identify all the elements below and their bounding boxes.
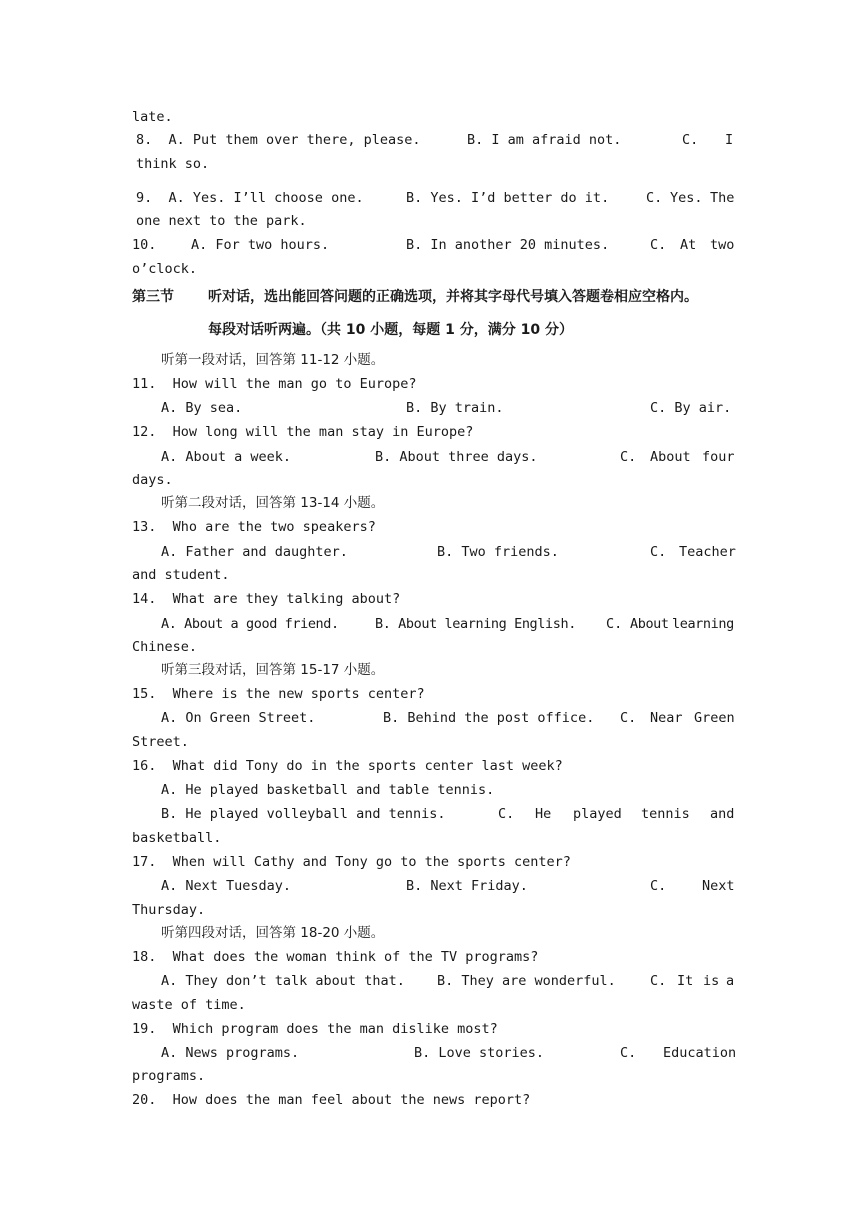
question-text: 16. What did Tony do in the sports center last week?: [132, 758, 563, 774]
option-c-text: a: [726, 973, 735, 989]
option-b: B. Behind the post office.: [383, 710, 595, 726]
wrapped-text: Thursday.: [132, 902, 206, 918]
option-c-label: C.: [682, 132, 699, 148]
question-16-options: [0, 805, 865, 823]
option-c-text: About: [650, 449, 691, 465]
option-c-label: C.: [620, 710, 637, 726]
option-c: C. By air.: [650, 400, 732, 416]
option-c-text: four: [702, 449, 735, 465]
option-c-text: Green: [694, 710, 735, 726]
option-c-label: C.: [606, 616, 623, 632]
question-text: 15. Where is the new sports center?: [132, 686, 425, 702]
question-15-options: [0, 709, 865, 727]
question-12-options: [0, 448, 865, 466]
option-b: B. By train.: [406, 400, 504, 416]
option-c-text: I: [725, 132, 734, 148]
question-text: 12. How long will the man stay in Europe?: [132, 424, 474, 440]
wrapped-text: days.: [132, 472, 173, 488]
wrapped-text: basketball.: [132, 830, 222, 846]
option-b: B. About learning English.: [375, 616, 576, 632]
wrapped-text: one next to the park.: [136, 213, 307, 229]
question-text: 18. What does the woman think of the TV programs?: [132, 949, 539, 965]
option-a: A. By sea.: [161, 400, 243, 416]
wrapped-text: Chinese.: [132, 639, 198, 655]
option-a: 8. A. Put them over there, please.: [136, 132, 421, 148]
option-c-text: He: [535, 806, 552, 822]
option-b: B. He played volleyball and tennis.: [161, 806, 446, 822]
question-11-options: [0, 399, 865, 417]
question-8-options: [0, 131, 865, 149]
option-c-text: Next: [702, 878, 735, 894]
option-a: A. News programs.: [161, 1045, 300, 1061]
option-c-text: It: [677, 973, 694, 989]
wrapped-text: Street.: [132, 734, 189, 750]
option-c-label: C.: [650, 544, 667, 560]
question-10-options: [0, 236, 865, 254]
option-c-label: C.: [620, 449, 637, 465]
option-c-label: C.: [498, 806, 515, 822]
option-c-label: C.: [650, 973, 667, 989]
option-c-text: Yes.: [670, 190, 703, 206]
section-instructions: 听对话，选出能回答问题的正确选项，并将其字母代号填入答题卷相应空格内。: [208, 289, 698, 305]
dialogue-heading: 听第一段对话，回答第 11-12 小题。: [161, 352, 385, 368]
question-9-options: [0, 189, 865, 207]
option-c-text: The: [710, 190, 735, 206]
dialogue-heading: 听第四段对话，回答第 18-20 小题。: [161, 925, 385, 941]
option-b: B. They are wonderful.: [437, 973, 616, 989]
dialogue-heading: 听第三段对话，回答第 15-17 小题。: [161, 662, 385, 678]
option-a: A. For two hours.: [191, 237, 330, 253]
option-c-text: Teacher: [679, 544, 736, 560]
option-a: A. He played basketball and table tennis.: [161, 782, 495, 798]
question-19-options: [0, 1044, 865, 1062]
question-17-options: [0, 877, 865, 895]
question-text: 11. How will the man go to Europe?: [132, 376, 417, 392]
option-c-text: At: [680, 237, 697, 253]
section-instructions: 每段对话听两遍。（共 10 小题，每题 1 分，满分 10 分）: [208, 322, 573, 338]
section-label: 第三节: [132, 289, 174, 305]
wrapped-text: late.: [132, 109, 173, 125]
question-text: 17. When will Cathy and Tony go to the sports center?: [132, 854, 571, 870]
option-c-text: two: [710, 237, 735, 253]
wrapped-text: think so.: [136, 156, 210, 172]
question-13-options: [0, 543, 865, 561]
option-b: B. Yes. I’d better do it.: [406, 190, 610, 206]
option-c-text: played: [573, 806, 622, 822]
question-text: 20. How does the man feel about the news report?: [132, 1092, 531, 1108]
wrapped-text: waste of time.: [132, 997, 246, 1013]
wrapped-text: and student.: [132, 567, 230, 583]
option-a: A. About a good friend.: [161, 616, 339, 632]
question-text: 13. Who are the two speakers?: [132, 519, 376, 535]
option-c-label: C.: [650, 878, 667, 894]
option-a: A. On Green Street.: [161, 710, 316, 726]
option-c-text: tennis: [641, 806, 690, 822]
option-c-text: Near: [650, 710, 683, 726]
option-c-text: Education: [663, 1045, 737, 1061]
option-b: B. In another 20 minutes.: [406, 237, 610, 253]
option-c-label: C.: [620, 1045, 637, 1061]
option-c-text: is: [703, 973, 720, 989]
option-b: B. Two friends.: [437, 544, 559, 560]
question-number: 10.: [132, 237, 157, 253]
wrapped-text: programs.: [132, 1068, 206, 1084]
option-a: A. They don’t talk about that.: [161, 973, 405, 989]
option-c-text: learning: [672, 616, 734, 632]
option-b: B. About three days.: [375, 449, 538, 465]
option-a: A. Next Tuesday.: [161, 878, 292, 894]
option-a: A. Father and daughter.: [161, 544, 348, 560]
option-a: 9. A. Yes. I’ll choose one.: [136, 190, 364, 206]
question-18-options: [0, 972, 865, 990]
option-a: A. About a week.: [161, 449, 292, 465]
option-c-text: and: [710, 806, 735, 822]
option-c-text: About: [630, 616, 669, 632]
question-14-options: [0, 615, 865, 633]
option-c-label: C.: [646, 190, 663, 206]
option-c-label: C.: [650, 237, 667, 253]
wrapped-text: o’clock.: [132, 261, 198, 277]
option-b: B. Love stories.: [414, 1045, 545, 1061]
dialogue-heading: 听第二段对话，回答第 13-14 小题。: [161, 495, 385, 511]
option-b: B. Next Friday.: [406, 878, 528, 894]
question-text: 19. Which program does the man dislike most?: [132, 1021, 498, 1037]
option-b: B. I am afraid not.: [467, 132, 622, 148]
question-text: 14. What are they talking about?: [132, 591, 401, 607]
